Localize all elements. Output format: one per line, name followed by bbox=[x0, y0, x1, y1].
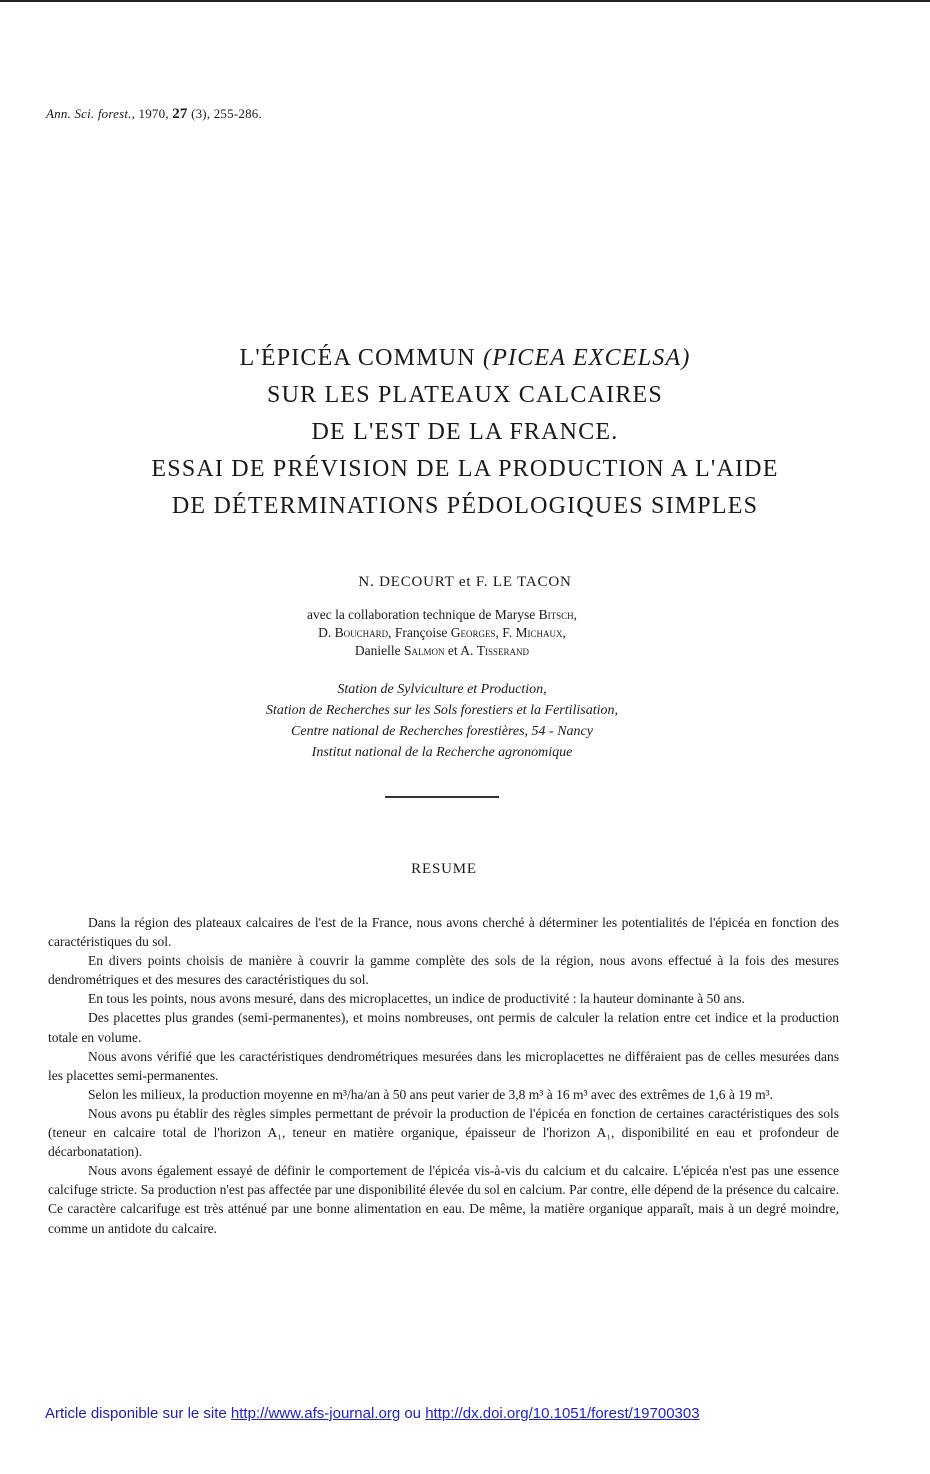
collab-name-4: Michaux, bbox=[515, 625, 566, 640]
abstract-paragraph: Nous avons également essayé de définir le comportement de l'épicéa vis-à-vis du calcium et du calcaire. L'épicéa n'est pas une essence calcifuge stricte. Sa production n'est pas affectée par une disponibilité élevée du sol en calcium. Par contre, elle dépend de la présence du calcaire. Ce caractère calcarifuge est très atténué par une bonne alimentation en eau. De même, la matière organique apparaît, mais à un degré moindre, comme un antidote du calcaire. bbox=[48, 1163, 839, 1236]
abstract-paragraph: Selon les milieux, la production moyenne en m³/ha/an à 50 ans peut varier de 3,8 m³ à 16 m³ avec des extrêmes de 1,6 à 19 m³. bbox=[88, 1086, 773, 1102]
title-species: (PICEA EXCELSA) bbox=[483, 345, 691, 371]
affiliation-line: Centre national de Recherches forestières, 54 - Nancy bbox=[291, 724, 593, 739]
abstract-paragraph: Nous avons pu établir des règles simples permettant de prévoir la production de l'épicéa en fonction de certaines caractéristiques des sols (teneur en calcaire total de l'horizon A₁, teneur en matière organique, épaisseur de l'horizon A₁, disponibilité en eau et profondeur de décarbonatation). bbox=[48, 1105, 839, 1160]
title-line-5: DE DÉTERMINATIONS PÉDOLOGIQUES SIMPLES bbox=[171, 493, 759, 519]
collab-name-5: Salmon bbox=[404, 643, 445, 658]
title-line-2: SUR LES PLATEAUX CALCAIRES bbox=[267, 382, 663, 408]
abstract bbox=[48, 913, 839, 1238]
collab-name-2: D. Bouchard, bbox=[318, 625, 392, 640]
abstract-paragraph: Des placettes plus grandes (semi-permanentes), et moins nombreuses, ont permis de calculer la relation entre cet indice et la production totale en volume. bbox=[48, 1010, 839, 1045]
abstract-paragraph: En divers points choisis de manière à couvrir la gamme complète des sols de la région, nous avons effectué à la fois des mesures dendrométriques et des mesures des caractéristiques du sol. bbox=[48, 953, 839, 988]
doi-link[interactable]: http://dx.doi.org/10.1051/forest/19700303 bbox=[425, 1405, 700, 1422]
title-line-3: DE L'EST DE LA FRANCE. bbox=[311, 419, 619, 445]
abstract-paragraph: Dans la région des plateaux calcaires de l'est de la France, nous avons cherché à déterminer les potentialités de l'épicéa en fonction des caractéristiques du sol. bbox=[48, 915, 839, 950]
resume-heading: RESUME bbox=[411, 861, 477, 877]
collab-first-5: Danielle bbox=[354, 643, 405, 658]
journal-site-link[interactable]: http://www.afs-journal.org bbox=[230, 1405, 401, 1422]
title-line-1: L'ÉPICÉA COMMUN bbox=[239, 345, 483, 371]
citation-issue-pages: (3), 255-286. bbox=[191, 106, 262, 121]
separator-rule bbox=[385, 796, 499, 798]
collab-name-1: Bitsch, bbox=[538, 607, 578, 622]
collab-intro: avec la collaboration technique de Maryse bbox=[306, 607, 539, 622]
footer-prefix: Article disponible sur le site bbox=[45, 1405, 231, 1422]
abstract-paragraph: En tous les points, nous avons mesuré, dans des microplacettes, un indice de productivité : la hauteur dominante à 50 ans. bbox=[88, 991, 745, 1007]
abstract-paragraph: Nous avons vérifié que les caractéristiques dendrométriques mesurées dans les microplacettes ne différaient pas de celles mesurées dans les placettes semi-permanentes. bbox=[48, 1048, 839, 1083]
collab-first-4: F. bbox=[498, 625, 516, 640]
affiliations bbox=[0, 679, 884, 763]
affiliation-line: Institut national de la Recherche agronomique bbox=[311, 745, 573, 760]
top-rule bbox=[0, 0, 930, 2]
affiliation-line: Station de Sylviculture et Production, bbox=[337, 682, 547, 697]
footer-or: ou bbox=[400, 1405, 426, 1422]
journal-name: Ann. Sci. forest., bbox=[46, 106, 136, 121]
availability-footer bbox=[45, 1405, 700, 1422]
citation-volume: 27 bbox=[172, 106, 188, 122]
collaboration bbox=[0, 606, 884, 660]
collab-first-3: Françoise bbox=[391, 625, 451, 640]
affiliation-line: Station de Recherches sur les Sols forestiers et la Fertilisation, bbox=[265, 703, 619, 718]
collab-name-6: Tisserand bbox=[476, 643, 530, 658]
collab-and: et A. bbox=[444, 643, 477, 658]
authors: N. DECOURT et F. LE TACON bbox=[358, 574, 572, 590]
journal-citation bbox=[46, 106, 262, 123]
title-line-4: ESSAI DE PRÉVISION DE LA PRODUCTION A L'AIDE bbox=[151, 456, 779, 482]
citation-year: 1970, bbox=[138, 106, 169, 121]
article-title bbox=[0, 340, 930, 525]
collab-name-3: Georges, bbox=[450, 625, 499, 640]
